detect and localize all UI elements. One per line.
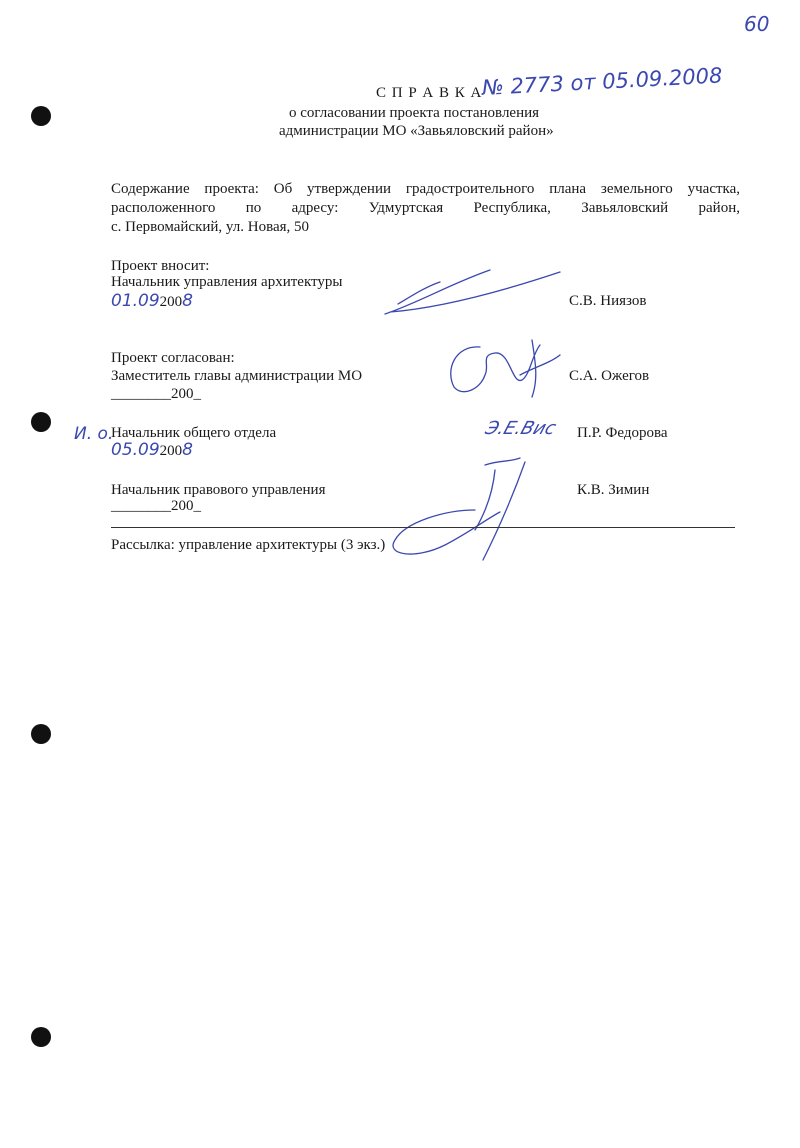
- document-subtitle-line1: о согласовании проекта постановления: [289, 105, 540, 121]
- submitter-date-handwritten: 01.09: [111, 291, 160, 311]
- approval-2-date-handwritten: 05.09: [111, 440, 160, 460]
- submitter-name: С.В. Ниязов: [569, 293, 647, 309]
- submitter-date-suffix: 8: [182, 291, 193, 311]
- binder-hole-3: [31, 724, 51, 744]
- approval-1-signature: [440, 335, 570, 400]
- approval-3-name: К.В. Зимин: [577, 482, 650, 498]
- approval-2-signature: Э.Е.Вис: [482, 418, 559, 439]
- document-title: С П Р А В К А: [376, 85, 483, 101]
- submitter-heading: Проект вносит:: [111, 258, 210, 274]
- approval-2-name: П.Р. Федорова: [577, 425, 668, 441]
- content-line-2: расположенного по адресу: Удмуртская Республика, Завьяловский район,: [111, 200, 740, 216]
- approval-2-position: Начальник общего отдела: [111, 425, 277, 441]
- binder-hole-1: [31, 106, 51, 126]
- approval-2-date: [111, 441, 193, 460]
- binder-hole-4: [31, 1027, 51, 1047]
- page-number-handwritten: 60: [744, 12, 770, 36]
- submitter-position: Начальник управления архитектуры: [111, 274, 343, 290]
- approval-1-name: С.А. Ожегов: [569, 368, 650, 384]
- approval-1-date: ________200_: [111, 386, 201, 402]
- content-line-3: с. Первомайский, ул. Новая, 50: [111, 219, 310, 235]
- submitter-date-year: 200: [159, 294, 183, 310]
- approval-3-position: Начальник правового управления: [111, 482, 326, 498]
- approval-3-date: ________200_: [111, 498, 201, 514]
- content-line-1: Содержание проекта: Об утверждении градостроительного плана земельного участка,: [111, 181, 740, 197]
- approval-2-date-year: 200: [159, 443, 183, 459]
- document-subtitle-line2: администрации МО «Завьяловский район»: [279, 123, 554, 139]
- approval-2-date-suffix: 8: [182, 440, 193, 460]
- handwritten-reference-number: № 2773 от 05.09.2008: [481, 63, 723, 100]
- distribution-line: Рассылка: управление архитектуры (3 экз.): [111, 537, 386, 553]
- approval-2-acting-prefix: И. о.: [74, 424, 114, 444]
- divider-line: [111, 527, 735, 528]
- submitter-signature: [380, 262, 580, 322]
- approvals-heading: Проект согласован:: [111, 350, 235, 366]
- approval-3-signature: [375, 450, 575, 575]
- binder-hole-2: [31, 412, 51, 432]
- approval-1-position: Заместитель главы администрации МО: [111, 368, 363, 384]
- submitter-date: [111, 292, 193, 311]
